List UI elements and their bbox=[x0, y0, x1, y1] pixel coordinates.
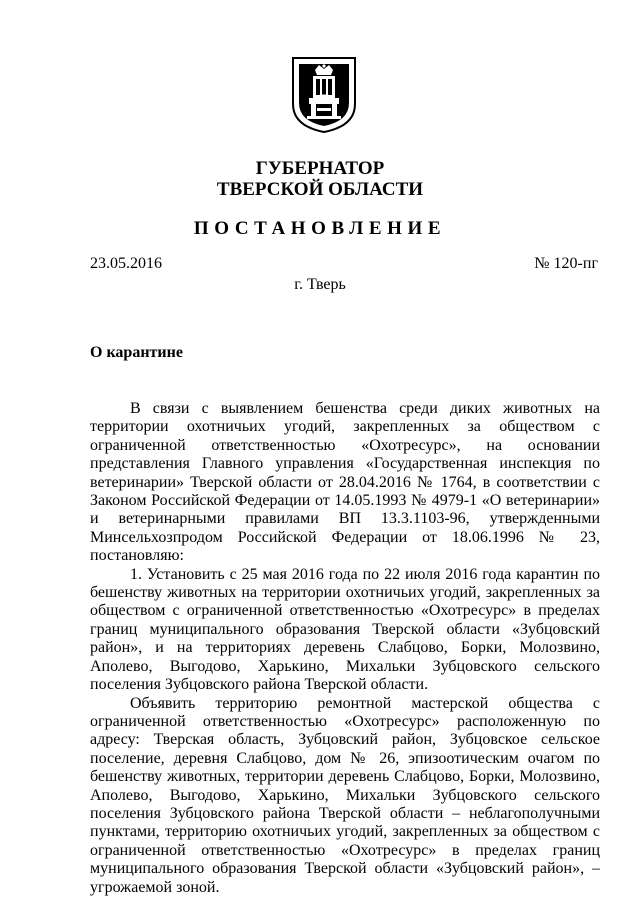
tver-coat-of-arms-icon bbox=[291, 56, 357, 134]
authority-title-line2: ТВЕРСКОЙ ОБЛАСТИ bbox=[216, 179, 424, 200]
document-subject: О карантине bbox=[90, 344, 183, 361]
body-paragraph: В связи с выявлением бешенства среди диких животных на территории охотничьих угодий, закрепленных за обществом с ограниченной ответственностью «Охотресурс», на основании представления Главного управления «Государственная инспекция по ветеринарии» Тверской области от 28.04.2016 № 1764, в соответствии с Законом Российской Федерации от 14.05.1993 № 4979-1 «О ветеринарии» и ветеринарными правилами ВП 13.3.1103-96, утвержденными Минсельхозпродом Российской Федерации от 18.06.1996 № 23, постановляю: bbox=[90, 400, 600, 565]
document-city: г. Тверь bbox=[294, 276, 346, 293]
body-paragraph: Объявить территорию ремонтной мастерской общества с ограниченной ответственностью «Охотресурс» расположенную по адресу: Тверская область, Зубцовский район, Зубцовское сельское поселение, деревня Слабцово, дом № 26, эпизоотическим очагом по бешенству животных, территории деревень Слабцово, Борки, Молозвино, Аполево, Выгодово, Харькино, Михальки Зубцовского сельского поселения Зубцовского района Тверской области – неблагополучными пунктами, территорию охотничьих угодий, закрепленных за обществом с ограниченной ответственностью «Охотресурс» в пределах границ муниципального образования Тверской области «Зубцовский район», – угрожаемой зоной. bbox=[90, 694, 600, 896]
document-body bbox=[90, 400, 600, 897]
document-number: № 120-пг bbox=[534, 255, 598, 272]
authority-title-line1: ГУБЕРНАТОР bbox=[255, 158, 385, 179]
document-date: 23.05.2016 bbox=[90, 255, 162, 272]
document-type-title: ПОСТАНОВЛЕНИЕ bbox=[193, 218, 447, 239]
body-paragraph: 1. Установить с 25 мая 2016 года по 22 июля 2016 года карантин по бешенству животных на территории охотничьих угодий, закрепленных за обществом с ограниченной ответственностью «Охотресурс» в пределах границ муниципального образования Тверской области «Зубцовский район», и на территориях деревень Слабцово, Борки, Молозвино, Аполево, Выгодово, Харькино, Михальки Зубцовского сельского поселения Зубцовского района Тверской области. bbox=[90, 565, 600, 694]
